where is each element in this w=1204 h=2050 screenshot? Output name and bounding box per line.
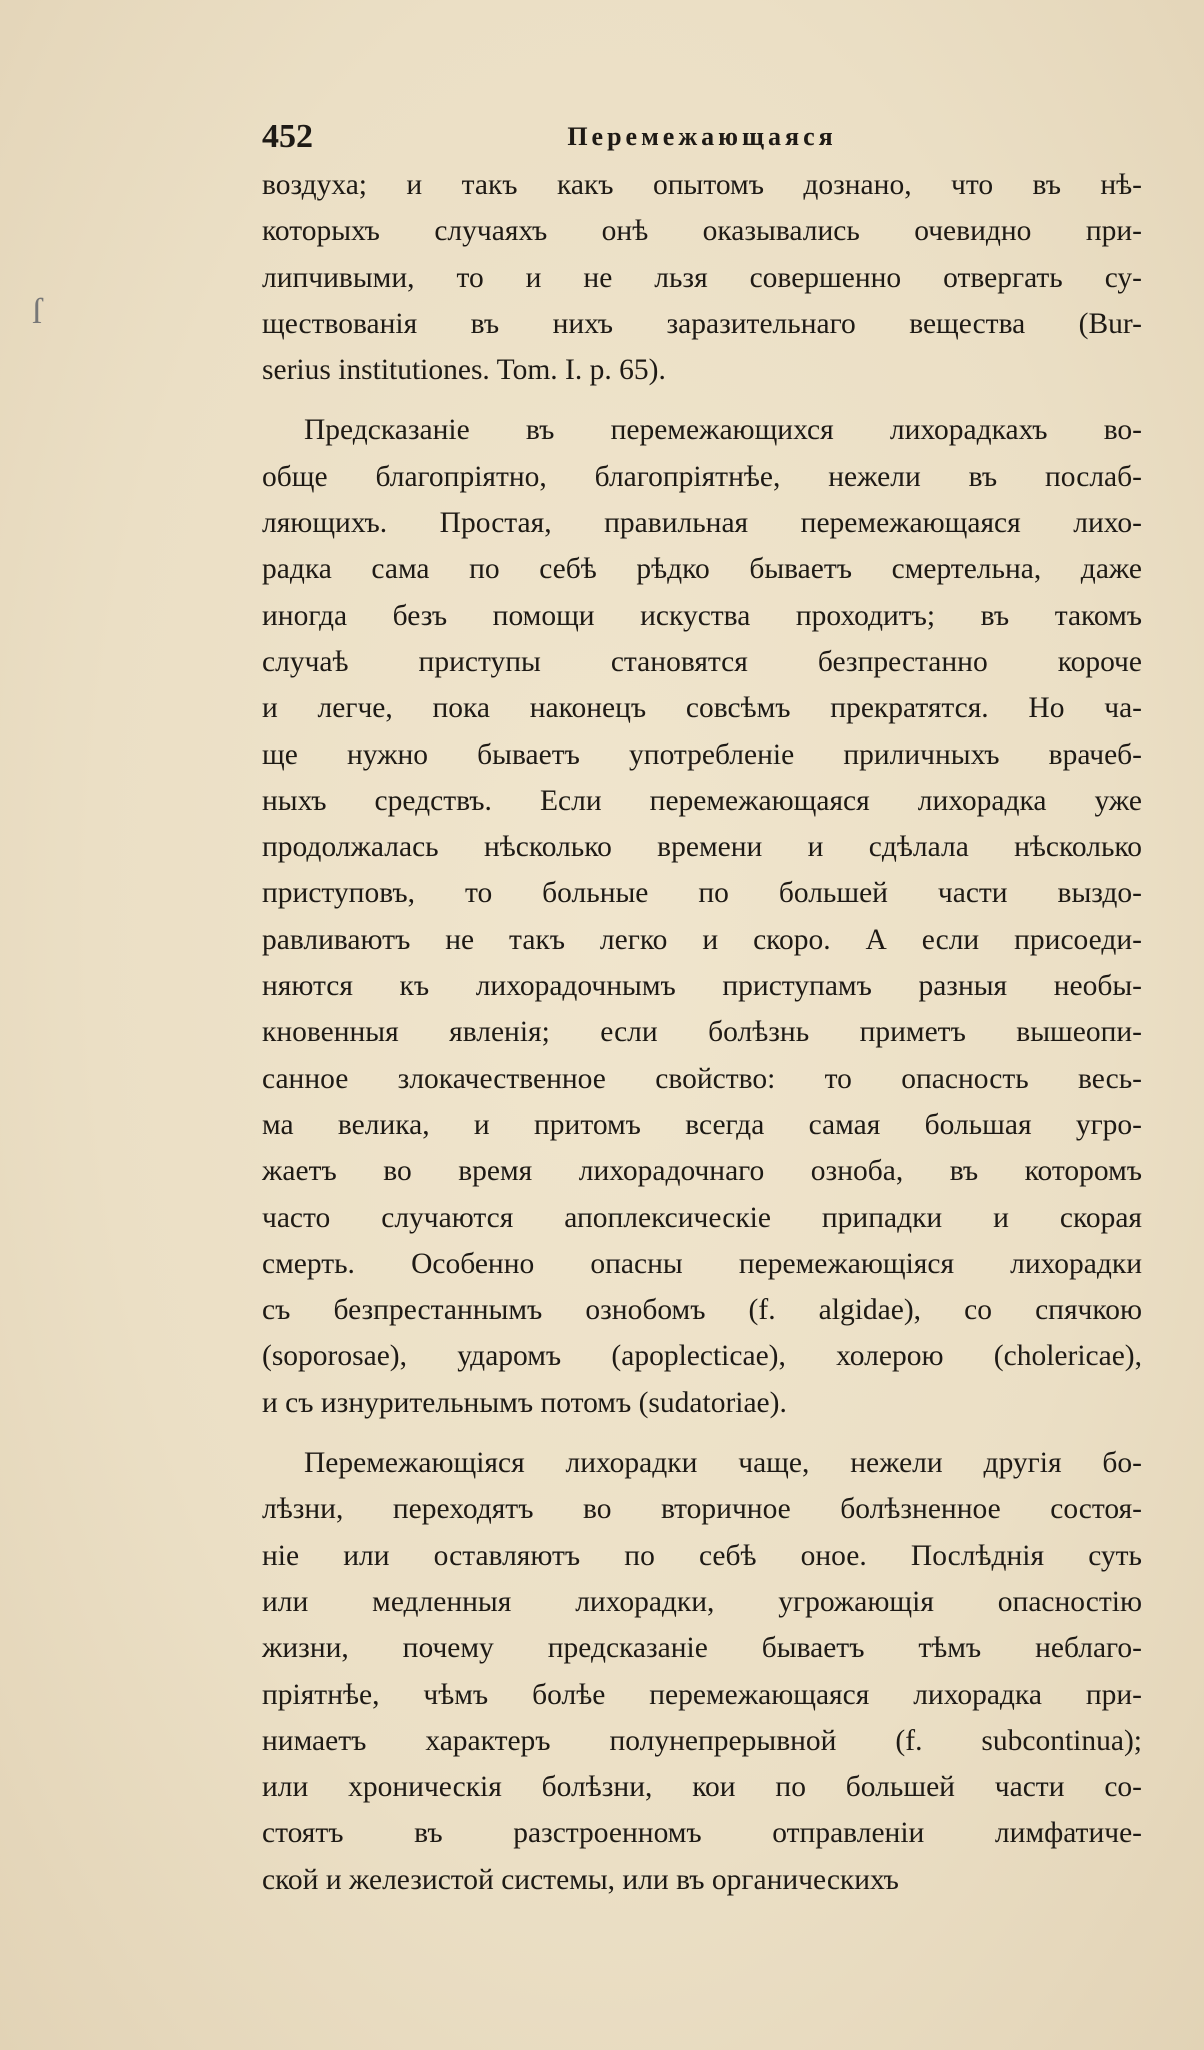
text-line: или медленныя лихорадки, угрожающія опасностію <box>262 1585 1142 1618</box>
paragraph <box>262 407 1142 1426</box>
paragraph-gap <box>262 1426 1142 1440</box>
text-line: или хроническія болѣзни, кои по большей части со- <box>262 1771 1142 1804</box>
body-text <box>262 162 1142 1903</box>
text-line: санное злокачественное свойство: то опасность весь- <box>262 1062 1142 1095</box>
paragraph <box>262 162 1142 393</box>
text-line: няются къ лихорадочнымъ приступамъ разныя необы- <box>262 970 1142 1003</box>
text-line: смерть. Особенно опасны перемежающіяся лихорадки <box>262 1247 1142 1280</box>
text-line: обще благопріятно, благопріятнѣе, нежели въ послаб- <box>262 460 1142 493</box>
text-line: жизни, почему предсказаніе бываетъ тѣмъ неблаго- <box>262 1632 1142 1665</box>
text-line: съ безпрестаннымъ ознобомъ (f. algidae), со спячкою <box>262 1294 1142 1327</box>
text-line: жаетъ во время лихорадочнаго озноба, въ которомъ <box>262 1155 1142 1188</box>
text-line: кновенныя явленія; если болѣзнь приметъ вышеопи- <box>262 1016 1142 1049</box>
running-head: Перемежающаяся <box>567 122 837 151</box>
page-number: 452 <box>262 118 313 155</box>
text-line: ныхъ средствъ. Если перемежающаяся лихорадка уже <box>262 784 1142 817</box>
text-line: и съ изнурительнымъ потомъ (sudatoriae). <box>262 1386 787 1419</box>
text-line: serius institutiones. Tom. I. p. 65). <box>262 354 666 387</box>
text-line: радка сама по себѣ рѣдко бываетъ смертельна, даже <box>262 553 1142 586</box>
margin-mark: ſ <box>32 291 43 331</box>
text-line: Предсказаніе въ перемежающихся лихорадкахъ во- <box>304 414 1142 447</box>
text-line: ской и железистой системы, или въ органическихъ <box>262 1863 899 1896</box>
text-line: ляющихъ. Простая, правильная перемежающаяся лихо- <box>262 507 1142 540</box>
text-line: и легче, пока наконецъ совсѣмъ прекратятся. Но ча- <box>262 692 1142 725</box>
paragraph <box>262 1440 1142 1903</box>
text-line: пріятнѣе, чѣмъ болѣе перемежающаяся лихорадка при- <box>262 1678 1142 1711</box>
text-line: лѣзни, переходятъ во вторичное болѣзненное состоя- <box>262 1493 1142 1526</box>
text-line: ніе или оставляютъ по себѣ оное. Послѣднія суть <box>262 1539 1142 1572</box>
paragraph-gap <box>262 393 1142 407</box>
text-line: приступовъ, то больные по большей части выздо- <box>262 877 1142 910</box>
text-line: нимаетъ характеръ полунепрерывной (f. subcontinua); <box>262 1724 1142 1757</box>
text-line: равливаютъ не такъ легко и скоро. А если присоеди- <box>262 923 1142 956</box>
text-line: стоятъ въ разстроенномъ отправленіи лимфатиче- <box>262 1817 1142 1850</box>
text-line: ще нужно бываетъ употребленіе приличныхъ врачеб- <box>262 738 1142 771</box>
text-line: продолжалась нѣсколько времени и сдѣлала нѣсколько <box>262 831 1142 864</box>
text-line: которыхъ случаяхъ онѣ оказывались очевидно при- <box>262 215 1142 248</box>
text-line: воздуха; и такъ какъ опытомъ дознано, что въ нѣ- <box>262 169 1142 201</box>
text-line: (soporosae), ударомъ (apoplecticae), холерою (cholericae), <box>262 1340 1142 1373</box>
text-line: случаѣ приступы становятся безпрестанно короче <box>262 645 1142 678</box>
text-line: Перемежающіяся лихорадки чаще, нежели другія бо- <box>304 1447 1142 1480</box>
text-line: ществованія въ нихъ заразительнаго вещества (Bur- <box>262 307 1142 340</box>
text-line: часто случаются апоплексическіе припадки и скорая <box>262 1201 1142 1234</box>
text-line: иногда безъ помощи искуства проходитъ; въ такомъ <box>262 599 1142 632</box>
page-header <box>262 112 1142 158</box>
text-line: ма велика, и притомъ всегда самая большая угро- <box>262 1108 1142 1141</box>
text-line: липчивыми, то и не льзя совершенно отвергать су- <box>262 261 1142 294</box>
